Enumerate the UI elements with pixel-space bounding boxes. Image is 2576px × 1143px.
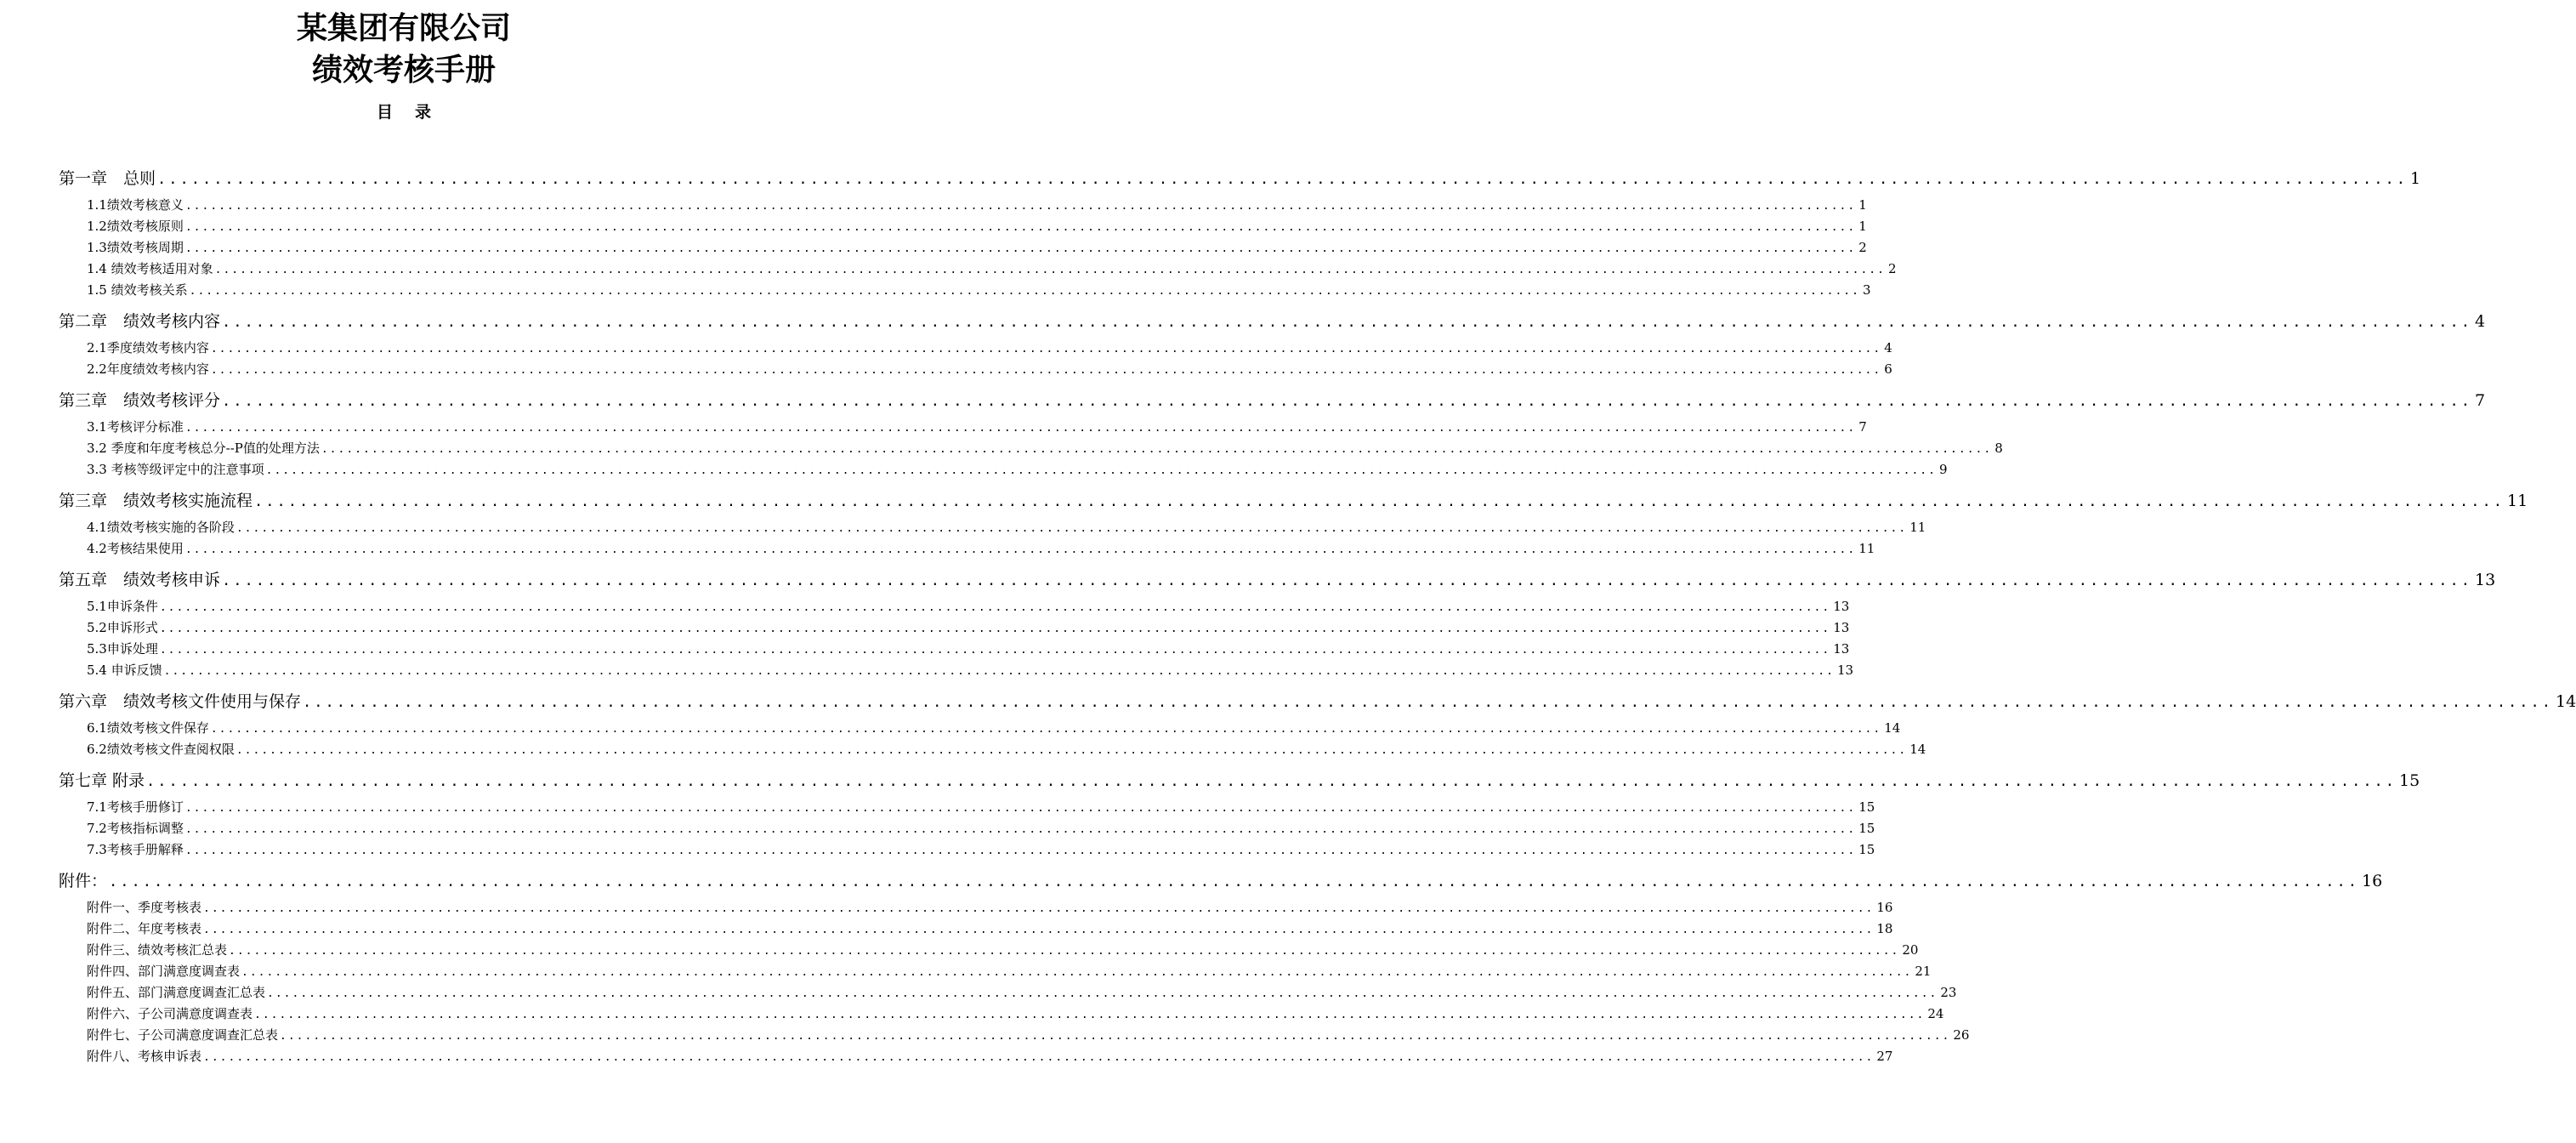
- toc-chapter-entry[interactable]: [59, 568, 2496, 592]
- toc-section-entry[interactable]: [87, 798, 1875, 816]
- toc-page-number: 8: [1994, 441, 2003, 456]
- toc-page-number: 2: [1887, 261, 1897, 276]
- toc-entry-title: 3.1考核评分标准: [87, 419, 184, 435]
- toc-entry-title: 1.5 绩效考核关系: [87, 282, 188, 298]
- toc-section-entry[interactable]: [87, 418, 1867, 436]
- toc-page-number: 13: [1833, 641, 1850, 657]
- toc-entry-title: 6.1绩效考核文件保存: [87, 720, 209, 736]
- toc-dot-leader: ........................................................................................................................................................................................................: [203, 924, 1875, 936]
- toc-section-entry[interactable]: [87, 898, 1893, 917]
- toc-dot-leader: ........................................................................................................................................................................................................: [265, 464, 1937, 477]
- toc-dot-leader: ........................................................................................................................................................................................................: [184, 844, 1857, 857]
- toc-page-number: 24: [1927, 1006, 1944, 1021]
- toc-entry-title: 第三章 绩效考核实施流程: [59, 492, 253, 510]
- toc-entry-title: 4.1绩效考核实施的各阶段: [87, 520, 235, 535]
- toc-page-number: 15: [2399, 771, 2420, 790]
- toc-entry-title: 附件二、年度考核表: [87, 921, 202, 936]
- toc-dot-leader: ........................................................................................................................................................................................................: [254, 1009, 1926, 1021]
- toc-chapter-entry[interactable]: [59, 869, 2383, 893]
- toc-dot-leader: ........................................................................................................................................................................................................: [184, 422, 1857, 435]
- toc-dot-leader: ........................................................................................................................................................................................................: [267, 987, 1938, 1000]
- toc-dot-leader: ........................................................................................................................................................................................................: [222, 393, 2472, 410]
- toc-dot-leader: ........................................................................................................................................................................................................: [159, 644, 1831, 657]
- toc-dot-leader: ........................................................................................................................................................................................................: [203, 902, 1875, 915]
- toc-dot-leader: ........................................................................................................................................................................................................: [280, 1030, 1951, 1043]
- toc-page-number: 20: [1902, 942, 1919, 958]
- toc-page-number: 15: [1858, 842, 1875, 857]
- toc-page-number: 1: [1858, 219, 1867, 234]
- toc-section-entry[interactable]: [87, 217, 1867, 236]
- toc-chapter-entry[interactable]: [59, 310, 2486, 333]
- toc-entry-title: 5.3申诉处理: [87, 641, 158, 657]
- toc-section-entry[interactable]: [87, 640, 1850, 658]
- toc-section-entry[interactable]: [87, 259, 1897, 278]
- toc-page-number: 6: [1884, 361, 1892, 377]
- toc-section-entry[interactable]: [87, 919, 1893, 938]
- toc-page-number: 11: [1858, 541, 1875, 556]
- toc-section-entry[interactable]: [87, 941, 1919, 959]
- toc-page-number: 9: [1938, 462, 1948, 477]
- toc-dot-leader: ........................................................................................................................................................................................................: [235, 744, 1908, 757]
- toc-entry-title: 5.2申诉形式: [87, 620, 158, 635]
- toc-entry-title: 附件一、季度考核表: [87, 900, 202, 915]
- toc-chapter-entry[interactable]: [59, 167, 2421, 190]
- toc-dot-leader: ........................................................................................................................................................................................................: [109, 873, 2359, 890]
- toc-dot-leader: ........................................................................................................................................................................................................: [214, 264, 1886, 276]
- toc-dot-leader: ........................................................................................................................................................................................................: [184, 823, 1857, 836]
- toc-entry-title: 5.1申诉条件: [87, 599, 158, 614]
- toc-page-number: 26: [1953, 1027, 1970, 1043]
- toc-entry-title: 1.3绩效考核周期: [87, 240, 184, 255]
- toc-entry-title: 第三章 绩效考核评分: [59, 391, 221, 410]
- toc-entry-title: 6.2绩效考核文件查阅权限: [87, 742, 235, 757]
- toc-section-entry[interactable]: [87, 196, 1867, 214]
- toc-entry-title: 1.4 绩效考核适用对象: [87, 261, 213, 276]
- toc-page-number: 4: [2475, 312, 2486, 331]
- toc-page-number: 23: [1940, 985, 1957, 1000]
- toc-page-number: 13: [1833, 620, 1850, 635]
- toc-entry-title: 7.2考核指标调整: [87, 821, 184, 836]
- toc-section-entry[interactable]: [87, 819, 1875, 838]
- toc-page-number: 21: [1915, 964, 1932, 979]
- toc-dot-leader: ........................................................................................................................................................................................................: [157, 171, 2408, 188]
- toc-page-number: 16: [1876, 900, 1893, 915]
- toc-entry-title: 第二章 绩效考核内容: [59, 312, 221, 331]
- toc-dot-leader: ........................................................................................................................................................................................................: [184, 200, 1857, 213]
- toc-entry-title: 第一章 总则: [59, 169, 156, 188]
- toc-section-entry[interactable]: [87, 661, 1854, 680]
- toc-section-entry[interactable]: [87, 439, 2003, 458]
- toc-entry-title: 2.2年度绩效考核内容: [87, 361, 209, 377]
- toc-chapter-entry[interactable]: [59, 389, 2486, 412]
- toc-page-number: 14: [1884, 720, 1901, 736]
- toc-dot-leader: ........................................................................................................................................................................................................: [229, 945, 1900, 958]
- toc-entry-title: 2.1季度绩效考核内容: [87, 340, 209, 355]
- toc-dot-leader: ........................................................................................................................................................................................................: [254, 493, 2505, 510]
- toc-dot-leader: ........................................................................................................................................................................................................: [189, 285, 1860, 298]
- toc-dot-leader: ........................................................................................................................................................................................................: [222, 572, 2472, 589]
- toc-dot-leader: ........................................................................................................................................................................................................: [210, 723, 1882, 736]
- toc-chapter-entry[interactable]: [59, 690, 2576, 714]
- toc-entry-title: 3.2 季度和年度考核总分--P值的处理方法: [87, 441, 320, 456]
- toc-section-entry[interactable]: [87, 840, 1875, 859]
- toc-section-entry[interactable]: [87, 1047, 1893, 1066]
- toc-page-number: 11: [1909, 520, 1926, 535]
- toc-section-entry[interactable]: [87, 539, 1875, 558]
- toc-chapter-entry[interactable]: [59, 489, 2528, 513]
- toc-page-number: 15: [1858, 799, 1875, 815]
- toc-section-entry[interactable]: [87, 719, 1901, 737]
- toc-dot-leader: ........................................................................................................................................................................................................: [241, 966, 1913, 979]
- toc-page-number: 11: [2507, 492, 2528, 510]
- toc-section-entry[interactable]: [87, 460, 1948, 479]
- toc-page-number: 7: [1858, 419, 1867, 435]
- toc-entry-title: 附件七、子公司满意度调查汇总表: [87, 1027, 279, 1043]
- toc-chapter-entry[interactable]: [59, 769, 2420, 793]
- toc-section-entry[interactable]: [87, 238, 1867, 257]
- toc-dot-leader: ........................................................................................................................................................................................................: [321, 443, 1993, 456]
- company-title: 某集团有限公司: [296, 11, 511, 46]
- toc-dot-leader: ........................................................................................................................................................................................................: [210, 343, 1882, 355]
- toc-entry-title: 第七章 附录: [59, 771, 145, 790]
- toc-section-entry[interactable]: [87, 962, 1932, 981]
- toc-page-number: 15: [1858, 821, 1875, 836]
- toc-dot-leader: ........................................................................................................................................................................................................: [222, 314, 2472, 331]
- toc-entry-title: 3.3 考核等级评定中的注意事项: [87, 462, 264, 477]
- toc-section-entry[interactable]: [87, 360, 1892, 378]
- toc-page-number: 4: [1884, 340, 1892, 355]
- toc-dot-leader: ........................................................................................................................................................................................................: [184, 543, 1857, 556]
- toc-entry-title: 7.3考核手册解释: [87, 842, 184, 857]
- toc-section-entry[interactable]: [87, 618, 1850, 637]
- toc-dot-leader: ........................................................................................................................................................................................................: [184, 802, 1857, 815]
- toc-section-entry[interactable]: [87, 281, 1871, 299]
- toc-page-number: 13: [1836, 662, 1854, 678]
- toc-dot-leader: ........................................................................................................................................................................................................: [146, 773, 2397, 790]
- toc-entry-title: 第六章 绩效考核文件使用与保存: [59, 692, 302, 711]
- toc-entry-title: 附件五、部门满意度调查汇总表: [87, 985, 266, 1000]
- toc-entry-title: 1.1绩效考核意义: [87, 197, 184, 213]
- toc-section-entry[interactable]: [87, 1004, 1944, 1023]
- toc-dot-leader: ........................................................................................................................................................................................................: [184, 242, 1857, 255]
- toc-entry-title: 第五章 绩效考核申诉: [59, 571, 221, 589]
- toc-section-entry[interactable]: [87, 983, 1957, 1002]
- toc-page-number: 27: [1876, 1049, 1893, 1064]
- toc-dot-leader: ........................................................................................................................................................................................................: [163, 665, 1835, 678]
- toc-page-number: 7: [2475, 391, 2486, 410]
- toc-dot-leader: ........................................................................................................................................................................................................: [235, 522, 1908, 535]
- toc-entry-title: 4.2考核结果使用: [87, 541, 184, 556]
- toc-heading: 目录: [376, 103, 453, 122]
- toc-page-number: 18: [1876, 921, 1893, 936]
- toc-page-number: 13: [1833, 599, 1850, 614]
- toc-dot-leader: ........................................................................................................................................................................................................: [159, 623, 1831, 635]
- toc-section-entry[interactable]: [87, 1026, 1970, 1044]
- toc-entry-title: 附件六、子公司满意度调查表: [87, 1006, 253, 1021]
- toc-entry-title: 1.2绩效考核原则: [87, 219, 184, 234]
- toc-entry-title: 附件四、部门满意度调查表: [87, 964, 241, 979]
- toc-page-number: 14: [2556, 692, 2576, 711]
- toc-page-number: 1: [1858, 197, 1867, 213]
- toc-section-entry[interactable]: [87, 740, 1926, 759]
- toc-page-number: 16: [2362, 872, 2383, 890]
- toc-dot-leader: ........................................................................................................................................................................................................: [203, 1051, 1875, 1064]
- toc-entry-title: 7.1考核手册修订: [87, 799, 184, 815]
- toc-dot-leader: ........................................................................................................................................................................................................: [159, 601, 1831, 614]
- toc-page-number: 14: [1909, 742, 1926, 757]
- toc-section-entry[interactable]: [87, 597, 1850, 616]
- toc-dot-leader: ........................................................................................................................................................................................................: [303, 694, 2553, 711]
- toc-entry-title: 附件三、绩效考核汇总表: [87, 942, 228, 958]
- toc-entry-title: 5.4 申诉反馈: [87, 662, 162, 678]
- toc-dot-leader: ........................................................................................................................................................................................................: [210, 364, 1882, 377]
- toc-entry-title: 附件八、考核申诉表: [87, 1049, 202, 1064]
- toc-entry-title: 附件：: [59, 872, 108, 890]
- toc-page-number: 13: [2475, 571, 2496, 589]
- toc-dot-leader: ........................................................................................................................................................................................................: [184, 221, 1857, 234]
- toc-page-number: 1: [2410, 169, 2421, 188]
- manual-title: 绩效考核手册: [311, 53, 496, 88]
- toc-page-number: 3: [1862, 282, 1871, 298]
- toc-page-number: 2: [1858, 240, 1867, 255]
- toc-section-entry[interactable]: [87, 338, 1892, 357]
- toc-section-entry[interactable]: [87, 518, 1926, 537]
